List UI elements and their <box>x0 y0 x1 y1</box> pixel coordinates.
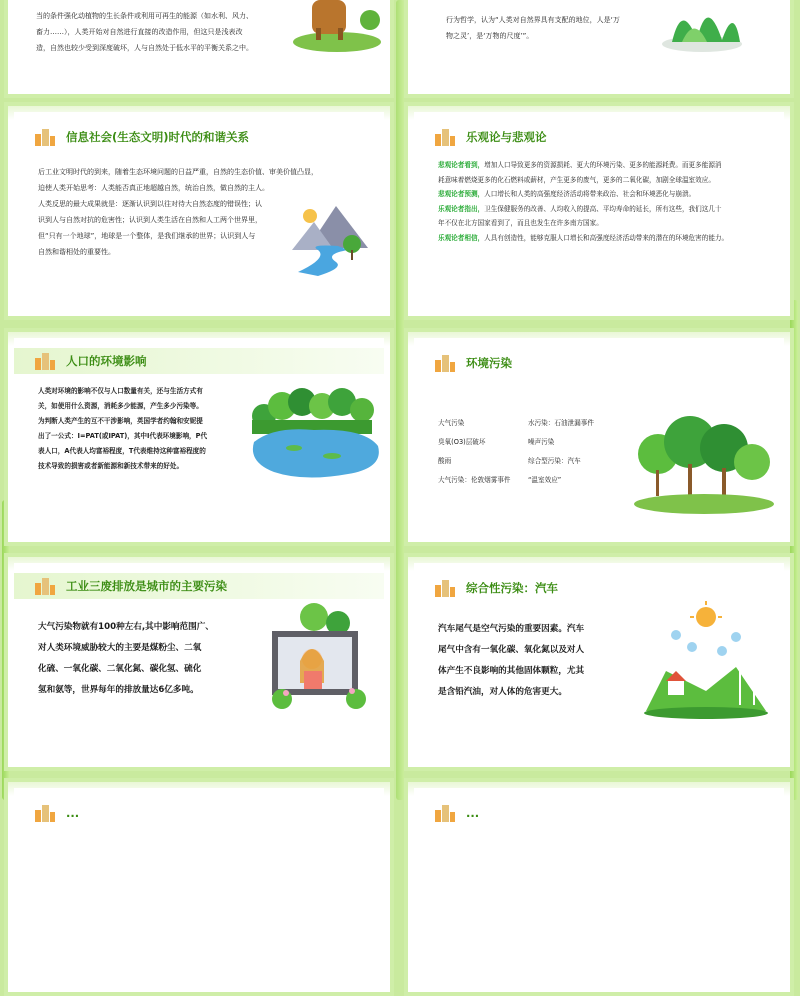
slide-5-line: 人类对环境的影响不仅与人口数量有关，还与生活方式有 <box>38 387 203 395</box>
slide-3-line: 后工业文明时代的到来，随着生态环境问题的日益严重，自然的生态价值、审美价值凸显， <box>38 168 318 176</box>
slide-3-line: 识到人与自然对抗的危害性；认识到人类生活在自然和人工两个世界里， <box>38 216 262 224</box>
slide-8-line: 汽车尾气是空气污染的重要因素。汽车 <box>438 624 585 634</box>
slide-10 <box>404 778 794 996</box>
building-icon <box>34 352 56 370</box>
para-line: 增加人口导致更多的资源损耗、更大的环境污染、更多的能源耗费。而更多能源消 <box>484 161 722 169</box>
slide-5-line: 表人口，A代表人均富裕程度，T代表维持这种富裕程度的 <box>38 447 206 455</box>
slide-header <box>434 577 558 599</box>
optimist-label: 乐观论者相信， <box>438 233 485 242</box>
slide-8 <box>404 553 794 771</box>
pollution-item: “温室效应” <box>528 476 562 484</box>
slide-3-line: 但“只有一个地球”，地球是一个整体，是我们继承的世界；认识到人与 <box>38 232 256 240</box>
para-line: 人口增长和人类的高强度经济活动将带来政治、社会和环境恶化与崩溃。 <box>484 190 696 199</box>
slide-7-line: 大气污染物就有100种左右,其中影响范围广、 <box>38 622 214 632</box>
bamboo-decoration <box>396 0 404 800</box>
slide-4 <box>404 102 794 320</box>
slide-8-line: 体产生不良影响的其他固体颗粒，尤其 <box>438 666 585 676</box>
pollution-item: 水污染：石油泄漏事件 <box>528 419 594 427</box>
slide-1-line: 畜力……），人类开始对自然进行直接的改造作用，但这只是浅表改 <box>36 28 243 36</box>
para-line: 卫生保健服务的改善、人均收入的提高、平均寿命的延长，所有这些，我们这几十 <box>484 204 722 213</box>
building-icon <box>34 128 56 146</box>
slide-2 <box>404 0 794 98</box>
slide-2-line: 物之灵’，是‘万物的尺度’”。 <box>446 32 534 40</box>
slide-title: 工业三废排放是城市的主要污染 <box>66 579 227 593</box>
building-icon <box>434 128 456 146</box>
slide-7-line: 氢和氨等，世界每年的排放量达6亿多吨。 <box>38 685 199 695</box>
pollution-item: 臭氧(O3)层破坏 <box>438 438 486 446</box>
slide-3-line: 人类反思的最大成果就是：逐渐认识到以往对待大自然态度的错误性；认 <box>38 200 262 208</box>
slide-6 <box>404 328 794 546</box>
slide-header <box>434 126 547 148</box>
slide-5-line: 出了一公式：I=PAT(或IPAT)，其中I代表环境影响，P代 <box>38 432 208 440</box>
building-icon <box>434 354 456 372</box>
slide-title: 信息社会(生态文明)时代的和谐关系 <box>66 130 250 144</box>
building-icon <box>34 804 56 822</box>
slide-1-line: 造，自然也较少受到深度破坏，人与自然处于低水平的平衡关系之中。 <box>36 44 253 52</box>
slide-5-line: 为判断人类产生的互不干涉影响，英国学者约翰和安妮提 <box>38 417 203 425</box>
slide-2-line: 行为哲学，认为“人类对自然界具有支配的地位，人是‘万 <box>446 16 620 24</box>
slide-1 <box>4 0 394 98</box>
building-icon <box>434 804 456 822</box>
optimist-label: 乐观论者指出， <box>438 204 485 213</box>
building-icon <box>434 579 456 597</box>
pollution-item: 大气污染 <box>438 419 465 427</box>
slide-header <box>434 352 512 374</box>
window-girl-illustration <box>264 601 374 711</box>
slide-9 <box>4 778 394 996</box>
slide-header <box>34 126 249 148</box>
forest-illustration <box>628 408 778 518</box>
slide-title: 人口的环境影响 <box>66 354 147 368</box>
para-line: 人具有创造性，能够克服人口增长和高强度经济活动带来的潜在的环境危害的能力。 <box>484 233 729 242</box>
forest-lake-illustration <box>244 376 384 486</box>
pollution-item: 综合型污染：汽车 <box>528 457 581 465</box>
slide-8-line: 是含铅汽油，对人体的危害更大。 <box>438 687 567 697</box>
slide-5-line: 技术导致的损害或者新能源和新技术带来的好处。 <box>38 462 184 470</box>
slide-1-line: 当的条件强化动植物的生长条件或利用可再生的能源（如水利、风力、 <box>36 12 253 20</box>
pollution-item: 大气污染：伦敦烟雾事件 <box>438 476 511 484</box>
slide-header <box>14 348 384 374</box>
slide-5 <box>4 328 394 546</box>
slide-title: ... <box>66 806 80 820</box>
pollution-item: 噪声污染 <box>528 438 555 446</box>
pollution-item: 酸雨 <box>438 457 452 465</box>
para-line: 年不仅在北方国家看到了，而且也发生在许多南方国家。 <box>438 219 603 228</box>
plant-illustration <box>652 0 752 55</box>
sun-windmill-illustration <box>636 601 776 721</box>
slide-7-line: 对人类环境威胁较大的主要是煤粉尘、二氧 <box>38 643 202 653</box>
mountain-river-illustration <box>288 198 374 276</box>
slide-3 <box>4 102 394 320</box>
slide-title: 环境污染 <box>466 356 512 370</box>
slide-3-line: 自然和谐相处的重要性。 <box>38 248 115 256</box>
slide-title: 乐观论与悲观论 <box>466 130 547 144</box>
slide-header <box>434 802 479 824</box>
slide-header <box>34 802 79 824</box>
slide-title: ... <box>466 806 480 820</box>
para-line: 耗意味着燃烧更多的化石燃料或薪材，产生更多的废气，更多的二氧化碳，加剧全球温室效应。 <box>438 175 715 184</box>
slide-title: 综合性污染：汽车 <box>466 581 558 595</box>
slide-5-line: 关，如使用什么资源，消耗多少能源，产生多少污染等。 <box>38 402 203 410</box>
pessimist-label: 悲观论者预测， <box>438 190 485 199</box>
slide-8-line: 尾气中含有一氧化碳、氧化氮以及对人 <box>438 645 585 655</box>
building-icon <box>34 577 56 595</box>
slide-header <box>14 573 384 599</box>
slide-7-line: 化硫、一氧化碳、二氧化氮、碳化氢、硫化 <box>38 664 202 674</box>
deer-illustration <box>282 0 382 55</box>
slide-7 <box>4 553 394 771</box>
slide-3-line: 迫使人类开始思考：人类能否真正地超越自然，统治自然，做自然的主人。 <box>38 184 269 192</box>
pessimist-label: 悲观论者看到， <box>438 161 485 169</box>
